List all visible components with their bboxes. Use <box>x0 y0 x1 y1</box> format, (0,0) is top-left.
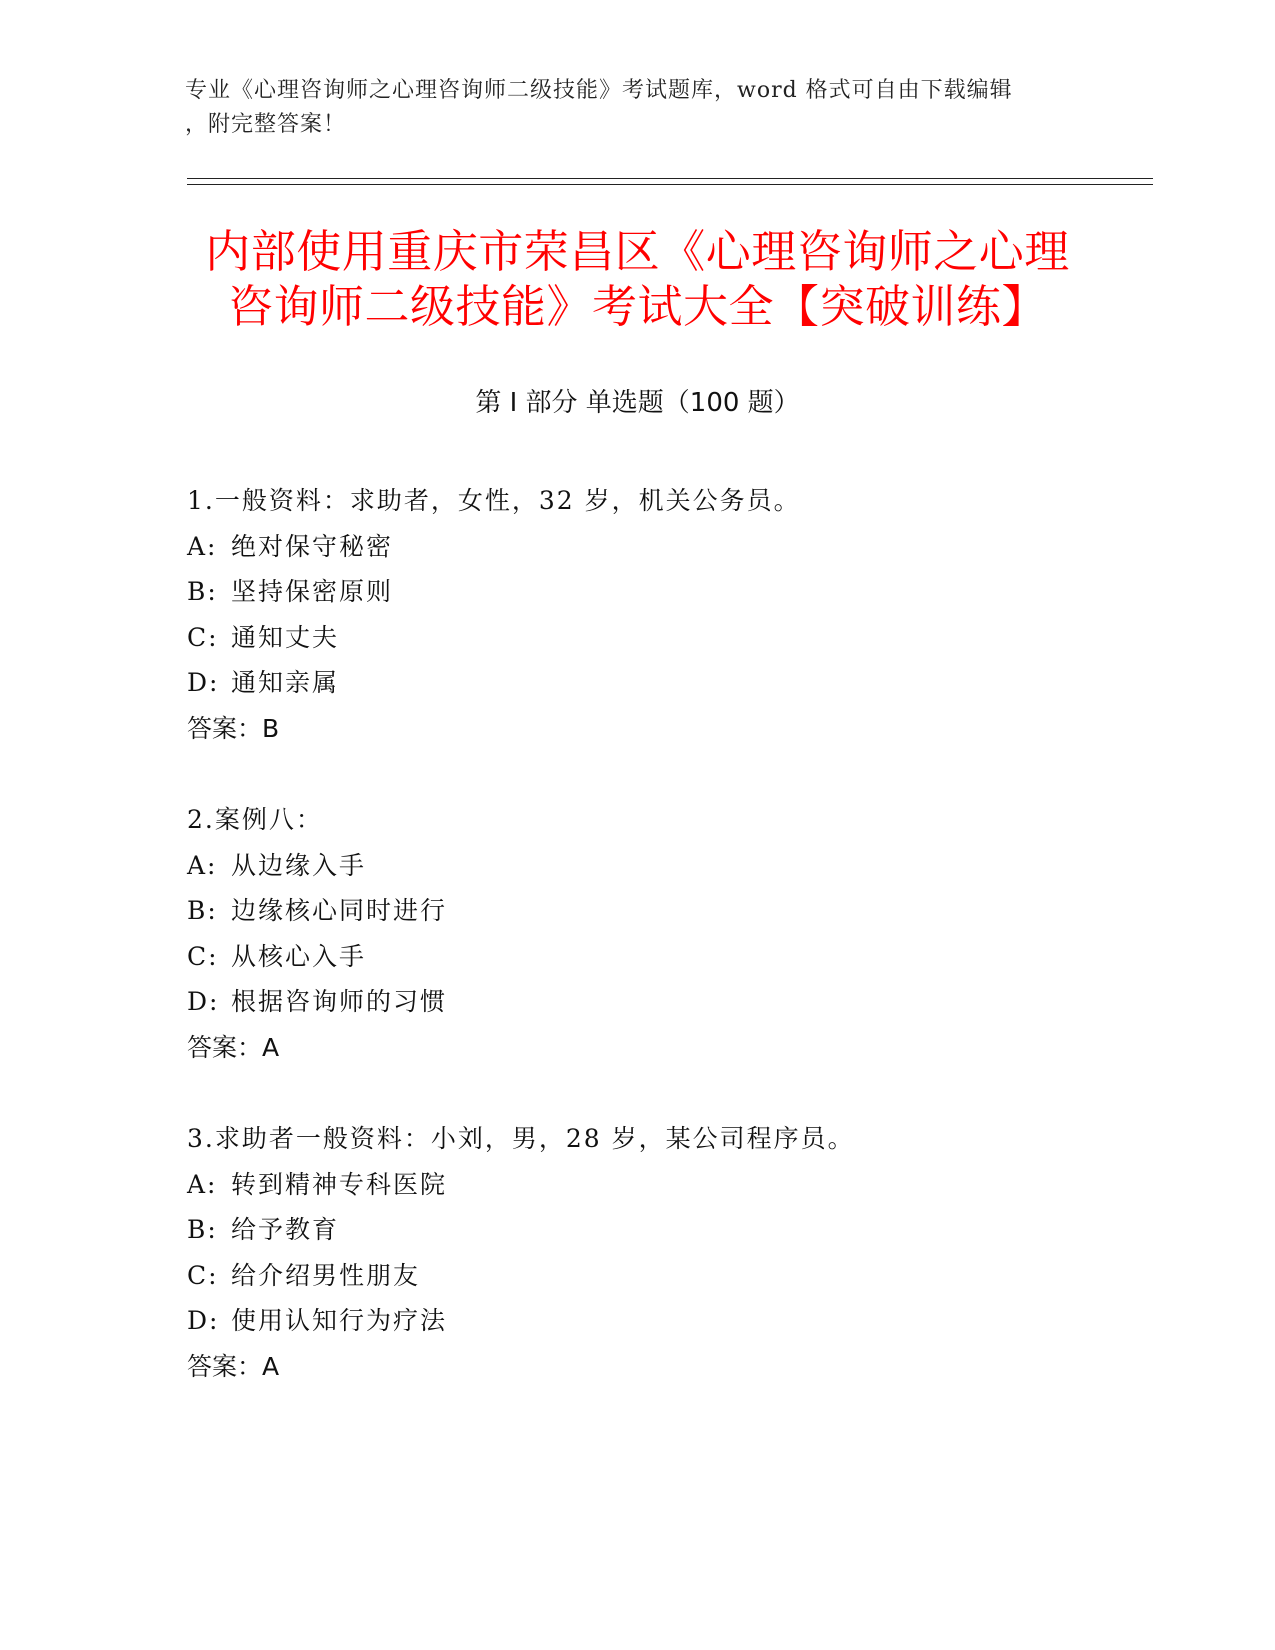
option-letter: C: <box>187 1260 219 1290</box>
option-text: 边缘核心同时进行 <box>231 896 448 925</box>
option-text: 绝对保守秘密 <box>231 531 394 561</box>
option-c <box>187 934 1087 980</box>
document-title <box>160 224 1115 334</box>
option-text: 从核心入手 <box>231 941 367 971</box>
option-text: 从边缘入手 <box>231 850 367 880</box>
header-divider-top <box>187 178 1153 179</box>
document-title-line-1: 内部使用重庆市荣昌区《心理咨询师之心理 <box>205 225 1070 278</box>
option-text: 坚持保密原则 <box>231 577 394 606</box>
option-letter: A: <box>187 531 218 561</box>
question-3 <box>187 1116 1087 1389</box>
option-letter: C: <box>187 622 219 652</box>
option-letter: B: <box>187 577 218 606</box>
answer-line: 答案：A <box>187 1351 280 1381</box>
option-b <box>187 1207 1087 1253</box>
option-text: 使用认知行为疗法 <box>231 1306 448 1335</box>
option-letter: D: <box>187 987 220 1016</box>
option-letter: D: <box>187 1306 220 1335</box>
option-b <box>187 569 1087 615</box>
option-letter: B: <box>187 1215 218 1244</box>
option-letter: A: <box>187 1169 218 1199</box>
section-heading: 第 I 部分 单选题（100 题） <box>475 388 800 418</box>
option-text: 通知丈夫 <box>231 622 340 652</box>
answer-line: 答案：A <box>187 1032 280 1062</box>
question-1 <box>187 478 1087 751</box>
header-note <box>185 74 1085 142</box>
option-letter: C: <box>187 941 219 971</box>
header-divider-bottom <box>187 184 1153 185</box>
option-text: 根据咨询师的习惯 <box>231 987 448 1016</box>
option-a <box>187 843 1087 889</box>
option-letter: D: <box>187 668 220 697</box>
option-a <box>187 1162 1087 1208</box>
option-letter: A: <box>187 850 218 880</box>
option-c <box>187 1253 1087 1299</box>
option-d <box>187 1298 1087 1344</box>
option-a <box>187 524 1087 570</box>
option-text: 给予教育 <box>231 1215 340 1244</box>
question-list <box>187 478 1087 1435</box>
option-c <box>187 615 1087 661</box>
option-d <box>187 660 1087 706</box>
option-text: 转到精神专科医院 <box>231 1169 448 1199</box>
document-title-line-2: 咨询师二级技能》考试大全【突破训练】 <box>227 280 1047 333</box>
question-2 <box>187 797 1087 1070</box>
question-stem: 2.案例八： <box>187 805 323 834</box>
question-stem: 3.求助者一般资料：小刘，男，28 岁，某公司程序员。 <box>187 1124 855 1153</box>
header-note-line-2: ，附完整答案！ <box>185 112 347 137</box>
option-text: 给介绍男性朋友 <box>231 1260 421 1290</box>
header-note-line-1: 专业《心理咨询师之心理咨询师二级技能》考试题库，word 格式可自由下载编辑 <box>185 78 1013 103</box>
option-d <box>187 979 1087 1025</box>
option-letter: B: <box>187 896 218 925</box>
answer-line: 答案：B <box>187 713 280 743</box>
question-stem: 1.一般资料：求助者，女性，32 岁，机关公务员。 <box>187 486 801 515</box>
option-b <box>187 888 1087 934</box>
option-text: 通知亲属 <box>231 668 340 697</box>
